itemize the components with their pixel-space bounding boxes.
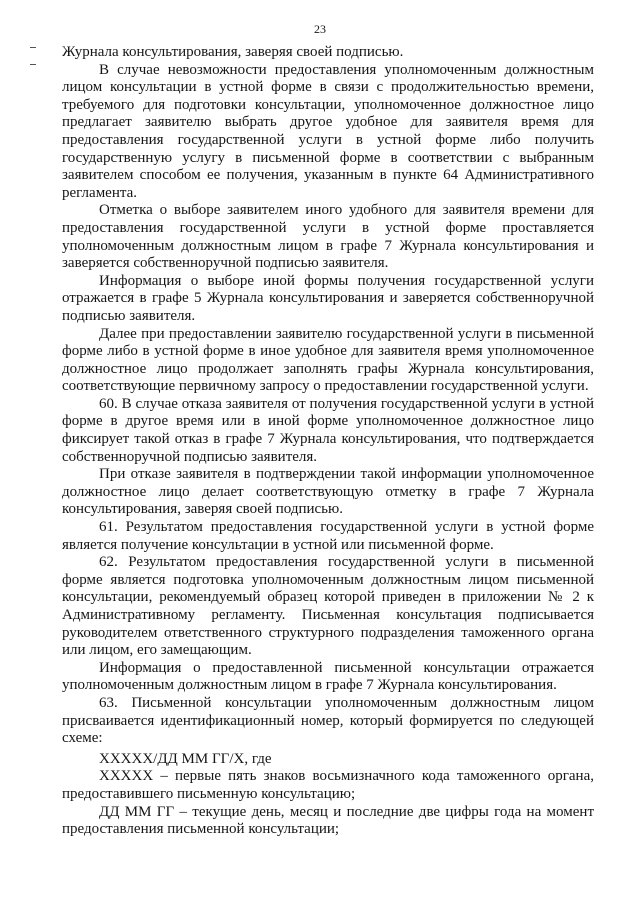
paragraph: ДД ММ ГГ – текущие день, месяц и последние две цифры года на момент предоставления письменной консультации; [62,803,594,838]
id-number-scheme: ХХХХХ/ДД ММ ГГ/Х, где [99,750,272,767]
paragraph: В случае невозможности предоставления уполномоченным должностным лицом консультации в устной форме в связи с продолжительностью времени, требуемого для подготовки консультации, уполномоченное должностное лицо предлагает заявителю выбрать другое удобное для заявителя время для предоставления государственной услуги в устной форме либо получить государственную услугу в письменной форме в соответствии с выбранным заявителем способом ее получения, указанным в пункте 64 Административного регламента. [62,61,594,201]
paragraph-item-61: 61. Результатом предоставления государственной услуги в устной форме является получение консультации в устной или письменной форме. [62,519,594,553]
paragraph-item-63: 63. Письменной консультации уполномоченным должностным лицом присваивается идентификационный номер, который формируется по следующей схеме: [62,694,594,747]
paragraph: При отказе заявителя в подтверждении такой информации уполномоченное должностное лицо делает соответствующую отметку в графе 7 Журнала консультирования, заверяя своей подписью. [62,466,594,518]
page-number: 23 [314,22,326,36]
paragraph: Информация о выборе иной формы получения государственной услуги отражается в графе 5 Журнала консультирования и заверяется собственноручной подписью заявителя. [62,272,594,324]
paragraph: ХХХХХ – первые пять знаков восьмизначного кода таможенного органа, предоставившего письменную консультацию; [62,768,594,802]
margin-mark [30,64,36,65]
paragraph: Далее при предоставлении заявителю государственной услуги в письменной форме либо в устной форме в иное удобное для заявителя время уполномоченное должностное лицо продолжает заполнять графы Журнала консультирования, соответствующие первичному запросу о предоставлении государственной услуги. [62,325,594,395]
paragraph-item-60: 60. В случае отказа заявителя от получения государственной услуги в устной форме в другое время или в иной форме уполномоченное должностное лицо фиксирует такой отказ в графе 7 Журнала консультирования, что подтверждается собственноручной подписью заявителя. [62,395,594,465]
paragraph-continuation: Журнала консультирования, заверяя своей подписью. [62,44,404,60]
document-body [62,44,594,839]
margin-mark [30,47,36,48]
paragraph-item-62: 62. Результатом предоставления государственной услуги в письменной форме является подготовка уполномоченным должностным лицом письменной консультации, рекомендуемый образец которой приведен в приложении № 2 к Административному регламенту. Письменная консультация подписывается руководителем ответственного структурного подразделения таможенного органа или лицом, его замещающим. [62,554,594,659]
paragraph: Отметка о выборе заявителем иного удобного для заявителя времени для предоставления государственной услуги в устной форме проставляется уполномоченным должностным лицом в графе 7 Журнала консультирования и заверяется собственноручной подписью заявителя. [62,202,594,272]
paragraph: Информация о предоставленной письменной консультации отражается уполномоченным должностным лицом в графе 7 Журнала консультирования. [62,659,594,694]
